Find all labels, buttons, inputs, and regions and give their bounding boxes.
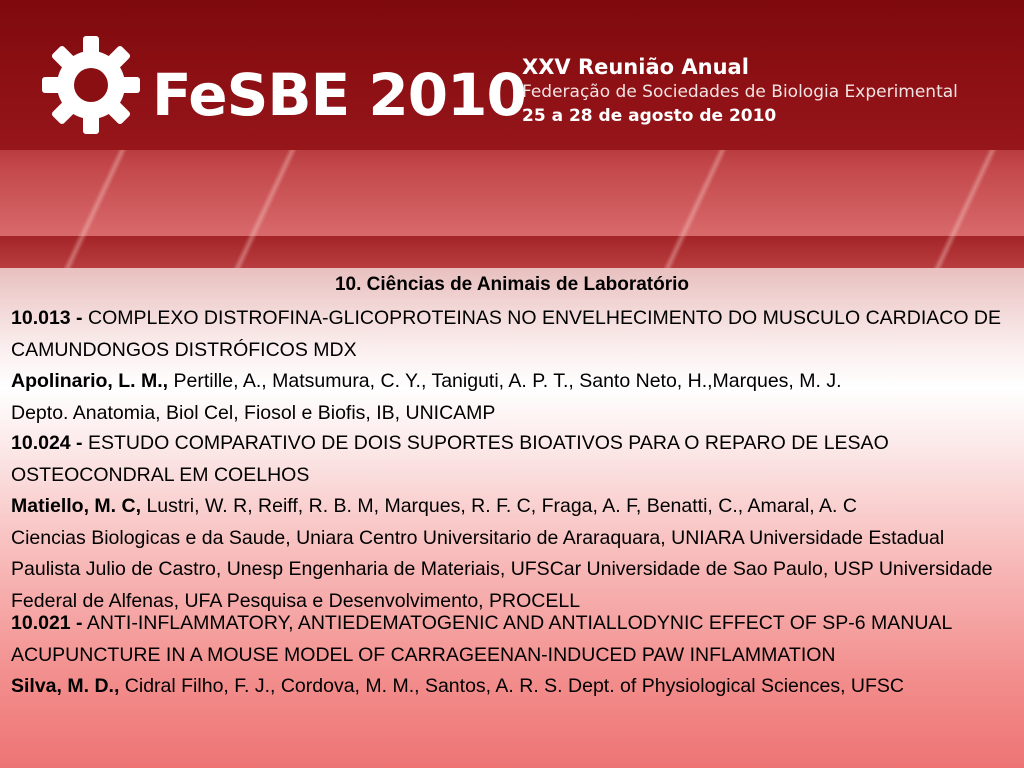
fesbe-logo-icon: [36, 30, 146, 140]
abstract-entry: [11, 428, 1016, 617]
abstract-code: 10.021 -: [11, 612, 83, 634]
lead-author: Apolinario, L. M.,: [11, 370, 169, 392]
coauthors: Pertille, A., Matsumura, C. Y., Taniguti, A. P. T., Santo Neto, H.,Marques, M. J.: [173, 370, 842, 392]
lead-author: Matiello, M. C,: [11, 495, 142, 517]
abstract-entry: [11, 608, 1016, 703]
header-banner: [0, 0, 1024, 268]
event-title: XXV Reunião Anual: [522, 55, 749, 79]
abstract-title: COMPLEXO DISTROFINA-GLICOPROTEINAS NO ENVELHECIMENTO DO MUSCULO CARDIACO DE CAMUNDONGOS DISTRÓFICOS MDX: [11, 307, 1001, 361]
authors-line: [11, 671, 1016, 703]
abstract-title: ESTUDO COMPARATIVO DE DOIS SUPORTES BIOATIVOS PARA O REPARO DE LESAO OSTEOCONDRAL EM COELHOS: [11, 432, 889, 486]
abstract-list: [0, 268, 1024, 768]
cells-photo: [0, 150, 1024, 268]
affiliation: Ciencias Biologicas e da Saude, Uniara Centro Universitario de Araraquara, UNIARA Universidade Estadual Paulista Julio de Castro, Unesp Engenharia de Materiais, UFSCar Universidade de Sao Paulo, USP Universidade Federal de Alfenas, UFA Pesquisa e Desenvolvimento, PROCELL: [11, 526, 993, 612]
event-dates: 25 a 28 de agosto de 2010: [522, 106, 777, 126]
logo-text: FeSBE 2010: [152, 61, 526, 129]
event-subtitle: Federação de Sociedades de Biologia Experimental: [522, 82, 958, 102]
abstract-title-line: [11, 428, 1016, 491]
abstract-title: ANTI-INFLAMMATORY, ANTIEDEMATOGENIC AND ANTIALLODYNIC EFFECT OF SP-6 MANUAL ACUPUNCTURE IN A MOUSE MODEL OF CARRAGEENAN-INDUCED PAW INFLAMMATION: [11, 612, 952, 666]
event-info: [522, 54, 958, 128]
coauthors: Lustri, W. R, Reiff, R. B. M, Marques, R. F. C, Fraga, A. F, Benatti, C., Amaral, A. C: [146, 495, 857, 517]
authors-line: [11, 366, 1016, 398]
abstract-title-line: [11, 303, 1016, 366]
lead-author: Silva, M. D.,: [11, 675, 120, 697]
abstract-code: 10.013 -: [11, 307, 83, 329]
authors-line: [11, 491, 1016, 523]
abstract-entry: [11, 303, 1016, 429]
affiliation: Depto. Anatomia, Biol Cel, Fiosol e Biofis, IB, UNICAMP: [11, 401, 496, 424]
coauthors: Cidral Filho, F. J., Cordova, M. M., Santos, A. R. S. Dept. of Physiological Sciences, UFSC: [124, 675, 904, 697]
section-title: 10. Ciências de Animais de Laboratório: [334, 274, 690, 295]
abstract-code: 10.024 -: [11, 432, 83, 454]
abstract-title-line: [11, 608, 1016, 671]
